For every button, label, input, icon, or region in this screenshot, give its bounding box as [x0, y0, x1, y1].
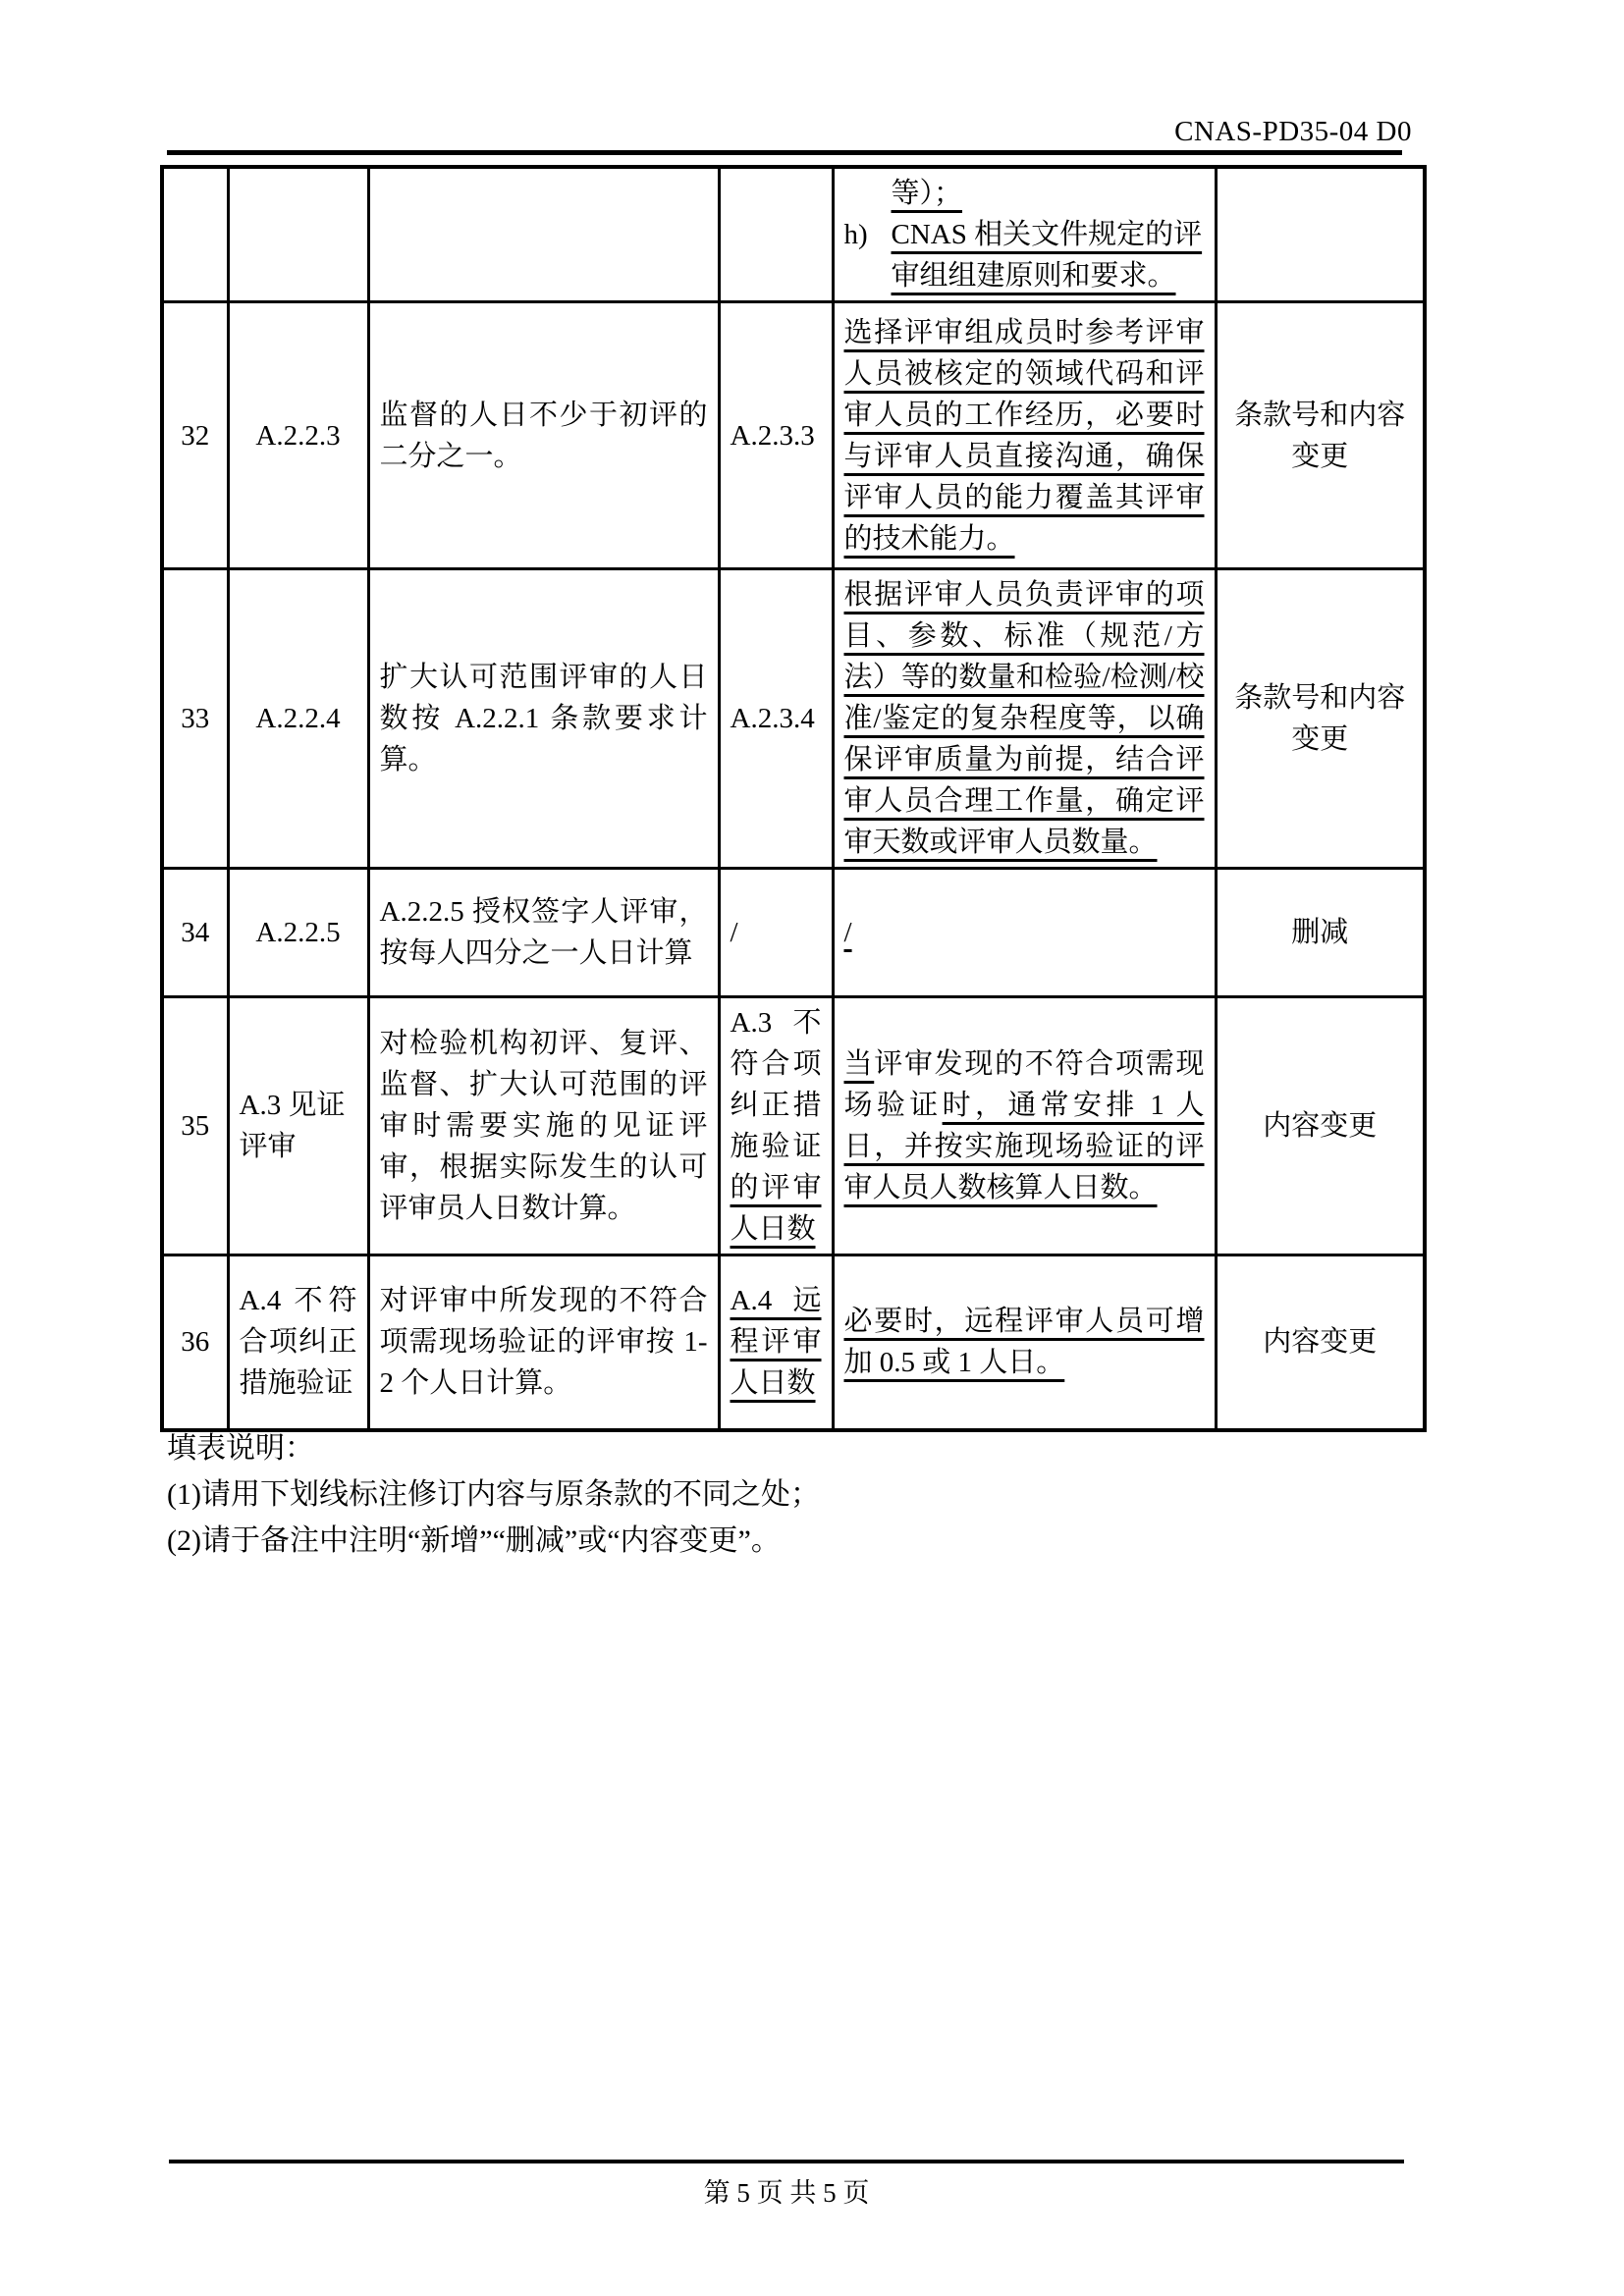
cell-remark: 条款号和内容变更: [1216, 569, 1425, 869]
cell-remark: [1216, 167, 1425, 302]
cell-remark: 条款号和内容变更: [1216, 302, 1425, 569]
cell-new-clause: A.2.3.3: [719, 302, 833, 569]
revision-table: [160, 165, 1427, 1432]
list-item-marker: h): [843, 219, 868, 250]
cell-original: 监督的人日不少于初评的二分之一。: [368, 302, 719, 569]
cell-clause: A.4 不符合项纠正措施验证: [228, 1255, 368, 1430]
cell-id: [162, 167, 228, 302]
cell-id: 32: [162, 302, 228, 569]
cell-original: A.2.2.5 授权签字人评审，按每人四分之一人日计算: [368, 869, 719, 997]
table-row: [162, 302, 1425, 569]
cell-remark: 内容变更: [1216, 997, 1425, 1255]
cell-new-content: 当评审发现的不符合项需现场验证时，通常安排 1 人日，并按实施现场验证的评审人员人数核算人日数。: [833, 997, 1216, 1255]
cell-clause: A.2.2.4: [228, 569, 368, 869]
table-row: [162, 1255, 1425, 1430]
cell-id: 34: [162, 869, 228, 997]
cell-new-content: 根据评审人员负责评审的项目、参数、标准（规范/方法）等的数量和检验/检测/校准/鉴定的复杂程度等，以确保评审质量为前提，结合评审人员合理工作量，确定评审天数或评审人员数量。: [833, 569, 1216, 869]
cell-new-clause: A.2.3.4: [719, 569, 833, 869]
cell-clause: A.3 见证评审: [228, 997, 368, 1255]
cell-new-clause: /: [719, 869, 833, 997]
table-row-continuation: [162, 167, 1425, 302]
cell-id: 35: [162, 997, 228, 1255]
cell-new-clause: A.3 不符合项纠正措施验证的评审人日数: [719, 997, 833, 1255]
new-content-list-item: [844, 214, 1205, 296]
cell-new-content: 选择评审组成员时参考评审人员被核定的领域代码和评审人员的工作经历，必要时与评审人员直接沟通，确保评审人员的能力覆盖其评审的技术能力。: [833, 302, 1216, 569]
cell-new-content: [833, 167, 1216, 302]
cell-new-clause: A.4 远程评审人日数: [719, 1255, 833, 1430]
notes-item-2: (2)请于备注中注明“新增”“删减”或“内容变更”。: [167, 1524, 781, 1557]
cell-id: 33: [162, 569, 228, 869]
cell-remark: 内容变更: [1216, 1255, 1425, 1430]
cell-clause: [228, 167, 368, 302]
page-number: 第 5 页 共 5 页: [703, 2178, 870, 2208]
header-rule: [167, 150, 1402, 155]
cell-original: 对评审中所发现的不符合项需现场验证的评审按 1-2 个人日计算。: [368, 1255, 719, 1430]
cell-id: 36: [162, 1255, 228, 1430]
table-row: [162, 869, 1425, 997]
cell-new-content: /: [833, 869, 1216, 997]
footer-rule: [169, 2160, 1404, 2163]
cell-clause: A.2.2.5: [228, 869, 368, 997]
new-content-continuation-line: 等）；: [891, 178, 963, 209]
cell-original: 扩大认可范围评审的人日数按 A.2.2.1 条款要求计算。: [368, 569, 719, 869]
table-row: [162, 997, 1425, 1255]
cell-original: 对检验机构初评、复评、监督、扩大认可范围的评审时需要实施的见证评审，根据实际发生的认可评审员人日数计算。: [368, 997, 719, 1255]
cell-new-clause: [719, 167, 833, 302]
table-row: [162, 569, 1425, 869]
cell-original: [368, 167, 719, 302]
notes-title: 填表说明：: [167, 1432, 314, 1465]
list-item-text: CNAS 相关文件规定的评审组组建原则和要求。: [891, 219, 1203, 292]
cell-remark: 删减: [1216, 869, 1425, 997]
fill-in-notes: [167, 1425, 820, 1564]
notes-item-1: (1)请用下划线标注修订内容与原条款的不同之处；: [167, 1478, 820, 1511]
cell-new-content: 必要时，远程评审人员可增加 0.5 或 1 人日。: [833, 1255, 1216, 1430]
cell-clause: A.2.2.3: [228, 302, 368, 569]
document-code: CNAS-PD35-04 D0: [1174, 116, 1412, 147]
